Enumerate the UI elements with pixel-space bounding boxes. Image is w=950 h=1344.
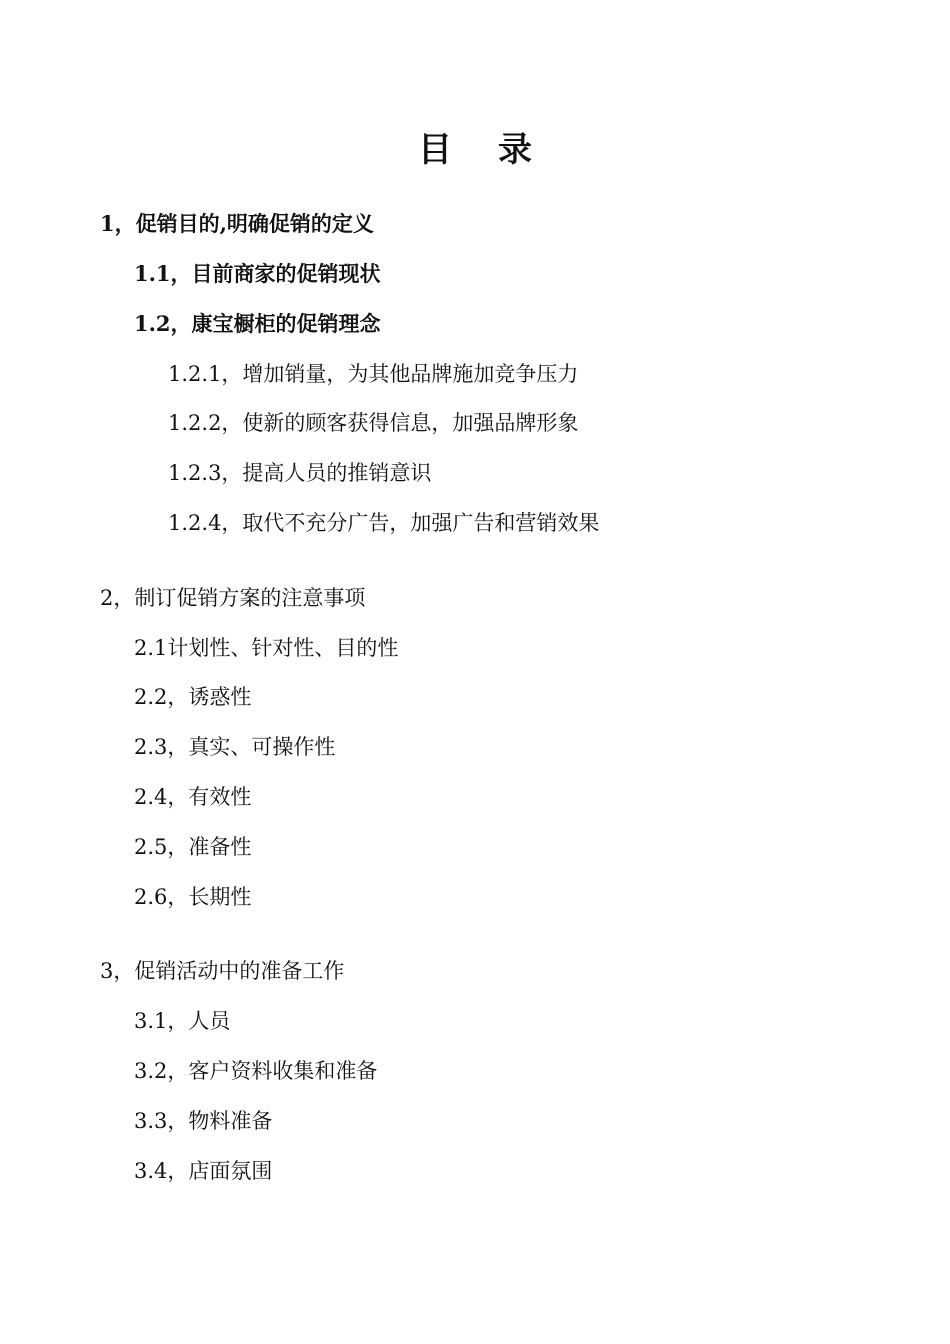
toc-entry-1-2-3: 1.2.3，提高人员的推销意识 bbox=[168, 461, 432, 485]
toc-entry-1-1: 1.1，目前商家的促销现状 bbox=[134, 261, 381, 286]
toc-entry-3-2: 3.2，客户资料收集和准备 bbox=[134, 1059, 378, 1083]
toc-entry-3: 3，促销活动中的准备工作 bbox=[100, 959, 345, 983]
toc-entry-2-2: 2.2，诱惑性 bbox=[134, 685, 252, 709]
toc-entry-2-4: 2.4，有效性 bbox=[134, 785, 252, 809]
toc-entry-2: 2，制订促销方案的注意事项 bbox=[100, 586, 366, 610]
toc-entry-1: 1，促销目的,明确促销的定义 bbox=[100, 211, 374, 236]
toc-entry-3-3: 3.3，物料准备 bbox=[134, 1109, 273, 1133]
toc-entry-3-1: 3.1，人员 bbox=[134, 1009, 231, 1033]
toc-entry-2-3: 2.3，真实、可操作性 bbox=[134, 735, 336, 759]
toc-entry-1-2-4: 1.2.4，取代不充分广告，加强广告和营销效果 bbox=[168, 511, 600, 535]
toc-entry-1-2: 1.2，康宝橱柜的促销理念 bbox=[134, 311, 381, 336]
toc-entry-3-4: 3.4，店面氛围 bbox=[134, 1159, 273, 1183]
page-title: 目录 bbox=[418, 130, 578, 170]
toc-entry-1-2-1: 1.2.1，增加销量，为其他品牌施加竞争压力 bbox=[168, 362, 579, 386]
toc-entry-2-1: 2.1计划性、针对性、目的性 bbox=[134, 636, 399, 660]
toc-entry-1-2-2: 1.2.2，使新的顾客获得信息，加强品牌形象 bbox=[168, 411, 579, 435]
toc-entry-2-6: 2.6，长期性 bbox=[134, 885, 252, 909]
toc-entry-2-5: 2.5，准备性 bbox=[134, 835, 252, 859]
